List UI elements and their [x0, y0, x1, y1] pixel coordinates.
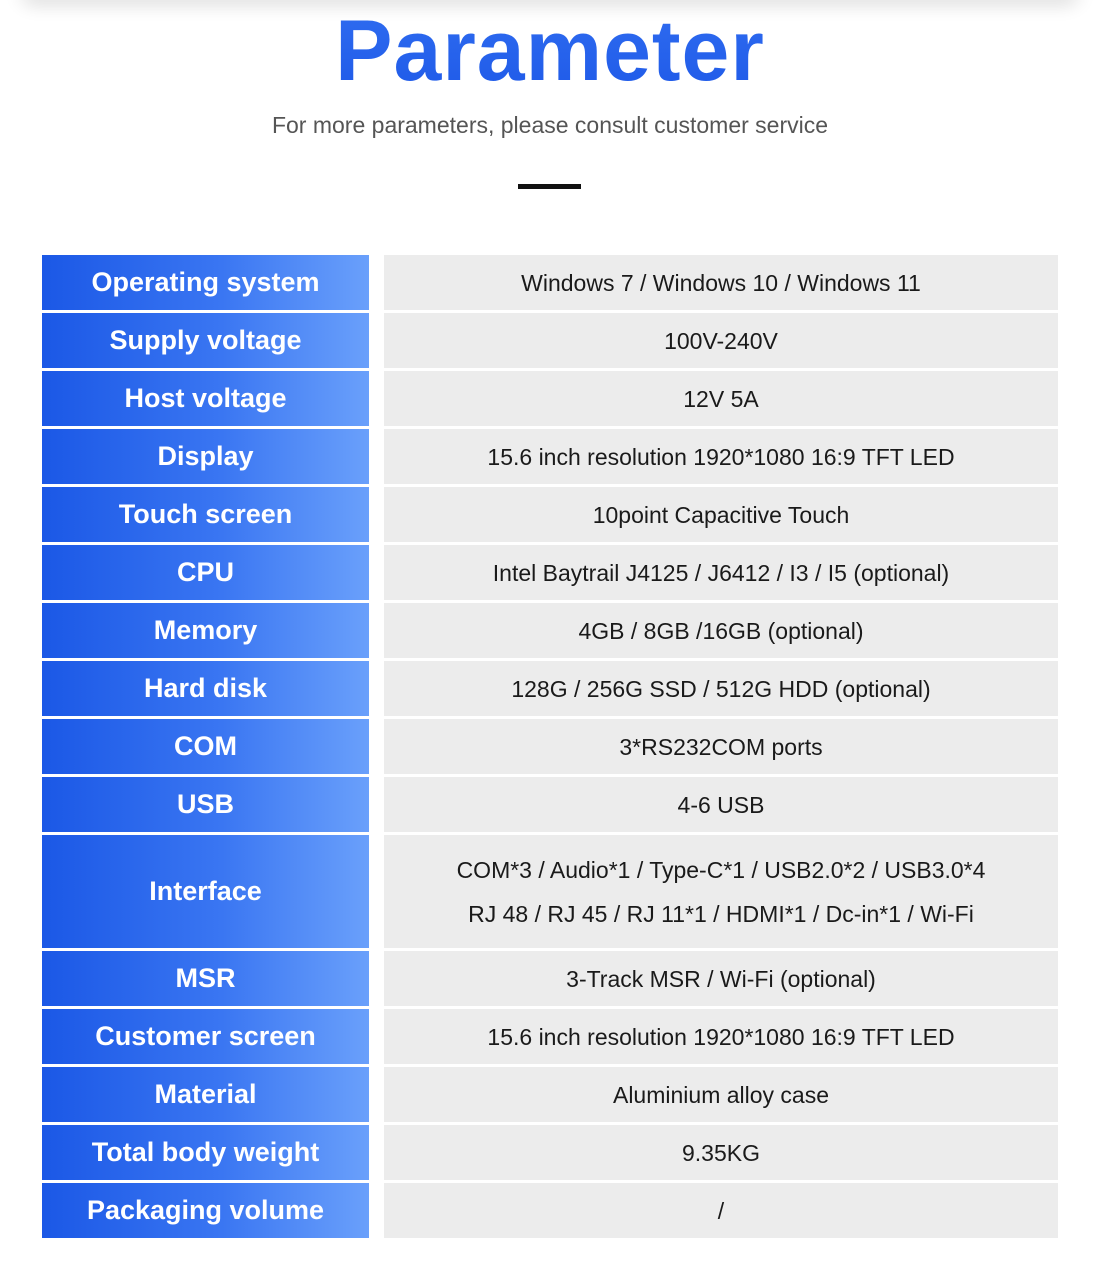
cell-gap: [369, 1009, 384, 1064]
spec-value: [384, 835, 1058, 948]
spec-label: Customer screen: [42, 1009, 369, 1064]
spec-value-line: Aluminium alloy case: [612, 1081, 830, 1108]
spec-value-line: COM*3 / Audio*1 / Type-C*1 / USB2.0*2 / USB3.0*4: [456, 856, 986, 883]
page-subtitle: For more parameters, please consult customer service: [271, 112, 829, 138]
spec-value-line: 12V 5A: [683, 385, 759, 412]
spec-value: [384, 1009, 1058, 1064]
spec-label: USB: [42, 777, 369, 832]
spec-value-line: 128G / 256G SSD / 512G HDD (optional): [511, 675, 931, 702]
cell-gap: [369, 487, 384, 542]
spec-row: [42, 603, 1058, 658]
spec-value: [384, 1125, 1058, 1180]
spec-value: [384, 719, 1058, 774]
spec-value-line: 4GB / 8GB /16GB (optional): [578, 617, 864, 644]
spec-value-line: 9.35KG: [682, 1139, 760, 1166]
spec-label: Host voltage: [42, 371, 369, 426]
spec-row: [42, 429, 1058, 484]
spec-value: [384, 603, 1058, 658]
cell-gap: [369, 1125, 384, 1180]
spec-row: [42, 371, 1058, 426]
spec-value-line: 4-6 USB: [677, 791, 765, 818]
cell-gap: [369, 255, 384, 310]
spec-label: Packaging volume: [42, 1183, 369, 1238]
spec-value: [384, 545, 1058, 600]
spec-value: [384, 313, 1058, 368]
spec-value: [384, 371, 1058, 426]
spec-label: MSR: [42, 951, 369, 1006]
cell-gap: [369, 603, 384, 658]
spec-label: Interface: [42, 835, 369, 948]
cell-gap: [369, 777, 384, 832]
spec-label: Total body weight: [42, 1125, 369, 1180]
spec-row: [42, 545, 1058, 600]
spec-row: [42, 1067, 1058, 1122]
spec-value: [384, 951, 1058, 1006]
spec-value: [384, 255, 1058, 310]
page-title: Parameter: [0, 6, 1100, 96]
spec-label: Material: [42, 1067, 369, 1122]
spec-label: CPU: [42, 545, 369, 600]
spec-value-line: 15.6 inch resolution 1920*1080 16:9 TFT LED: [487, 1023, 955, 1050]
spec-value-line: 3-Track MSR / Wi-Fi (optional): [566, 965, 876, 992]
cell-gap: [369, 1067, 384, 1122]
cell-gap: [369, 835, 384, 948]
spec-row: [42, 951, 1058, 1006]
spec-value: [384, 1067, 1058, 1122]
cell-gap: [369, 429, 384, 484]
cell-gap: [369, 661, 384, 716]
spec-row: [42, 835, 1058, 948]
cell-gap: [369, 951, 384, 1006]
spec-row: [42, 313, 1058, 368]
spec-row: [42, 719, 1058, 774]
spec-row: [42, 1009, 1058, 1064]
spec-label: Hard disk: [42, 661, 369, 716]
spec-label: Display: [42, 429, 369, 484]
title-divider: [518, 184, 581, 189]
spec-value-line: Intel Baytrail J4125 / J6412 / I3 / I5 (optional): [492, 559, 950, 586]
spec-label: Touch screen: [42, 487, 369, 542]
cell-gap: [369, 545, 384, 600]
spec-row: [42, 1183, 1058, 1238]
cell-gap: [369, 371, 384, 426]
spec-value: [384, 429, 1058, 484]
spec-label: Supply voltage: [42, 313, 369, 368]
cell-gap: [369, 1183, 384, 1238]
spec-label: COM: [42, 719, 369, 774]
spec-label: Operating system: [42, 255, 369, 310]
spec-row: [42, 661, 1058, 716]
cell-gap: [369, 313, 384, 368]
spec-row: [42, 487, 1058, 542]
spec-value-line: RJ 48 / RJ 45 / RJ 11*1 / HDMI*1 / Dc-in*1 / Wi-Fi: [468, 900, 974, 927]
spec-value: [384, 487, 1058, 542]
spec-value: [384, 661, 1058, 716]
spec-value-line: Windows 7 / Windows 10 / Windows 11: [521, 269, 921, 296]
spec-value: [384, 1183, 1058, 1238]
spec-value: [384, 777, 1058, 832]
spec-value-line: 100V-240V: [664, 327, 778, 354]
spec-table: [42, 255, 1058, 1241]
spec-value-line: 15.6 inch resolution 1920*1080 16:9 TFT LED: [487, 443, 955, 470]
spec-row: [42, 255, 1058, 310]
spec-value-line: 3*RS232COM ports: [619, 733, 823, 760]
spec-row: [42, 777, 1058, 832]
spec-value-line: /: [717, 1197, 725, 1224]
spec-value-line: 10point Capacitive Touch: [592, 501, 850, 528]
spec-label: Memory: [42, 603, 369, 658]
spec-row: [42, 1125, 1058, 1180]
cell-gap: [369, 719, 384, 774]
